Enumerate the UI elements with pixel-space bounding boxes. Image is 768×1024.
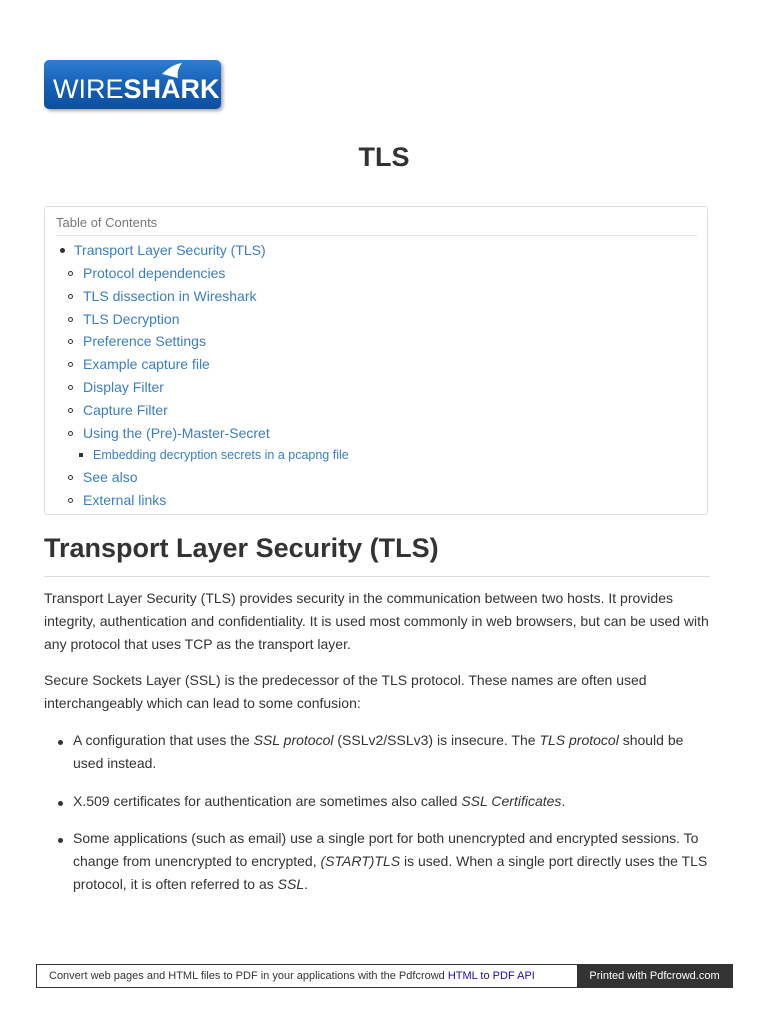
bullet-circle-icon — [68, 362, 73, 367]
intro-paragraph: Transport Layer Security (TLS) provides security in the communication between two hosts. It provides integrity, authentication and confidentiality. It is used most commonly in web browsers, but can be used with any protocol that uses TCP as the transport layer. — [44, 590, 709, 652]
list-item-text: . — [304, 876, 309, 892]
toc-link-preference-settings[interactable]: Preference Settings — [83, 333, 206, 349]
toc-link-transport-layer-security[interactable]: Transport Layer Security (TLS) — [74, 242, 266, 258]
bullet-circle-icon — [68, 431, 73, 436]
printed-with-pdfcrowd[interactable]: Printed with Pdfcrowd.com — [577, 964, 732, 988]
html-to-pdf-api-link[interactable]: HTML to PDF API — [447, 970, 535, 982]
list-item-emphasis: SSL — [277, 876, 305, 892]
bullet-circle-icon — [68, 498, 73, 503]
toc-link-capture-filter[interactable]: Capture Filter — [83, 402, 168, 418]
section-divider — [44, 576, 710, 577]
wireshark-logo[interactable] — [44, 60, 221, 109]
list-item-text: (SSLv2/SSLv3) is insecure. The — [333, 732, 540, 748]
list-item-text: should be used instead. — [73, 732, 684, 771]
bullet-disc-icon — [60, 248, 65, 253]
ssl-paragraph: Secure Sockets Layer (SSL) is the predecessor of the TLS protocol. These names are often used interchangeably which can lead to some confusion: — [44, 672, 647, 711]
logo-text-shark: SHARK — [123, 74, 220, 104]
list-item-text: A configuration that uses the — [73, 732, 254, 748]
bullet-disc-icon — [58, 740, 63, 745]
bullet-circle-icon — [68, 294, 73, 299]
list-item-emphasis: SSL Certificates — [461, 793, 562, 809]
list-item-starttls — [73, 827, 715, 896]
toc-link-protocol-dependencies[interactable]: Protocol dependencies — [83, 265, 226, 281]
toc-title: Table of Contents — [56, 215, 158, 230]
list-item-emphasis: SSL protocol — [253, 732, 334, 748]
footer-text — [49, 965, 535, 987]
footer-caption: Convert web pages and HTML files to PDF in your applications with the Pdfcrowd — [49, 970, 448, 982]
bullet-square-icon — [79, 453, 83, 457]
list-item-ssl-certificates — [73, 790, 715, 813]
bullet-disc-icon — [58, 801, 63, 806]
page-title: TLS — [358, 142, 410, 172]
bullet-circle-icon — [68, 317, 73, 322]
toc-link-embedding-decryption-secrets[interactable]: Embedding decryption secrets in a pcapng file — [93, 448, 349, 462]
toc-divider — [56, 235, 697, 236]
bullet-circle-icon — [68, 475, 73, 480]
bullet-circle-icon — [68, 271, 73, 276]
toc-link-pre-master-secret[interactable]: Using the (Pre)-Master-Secret — [83, 425, 270, 441]
toc-link-external-links[interactable]: External links — [83, 492, 167, 508]
list-item-text: . — [561, 793, 566, 809]
toc-link-display-filter[interactable]: Display Filter — [83, 379, 164, 395]
list-item-text: Some applications (such as email) use a single port for both unencrypted and encrypted sessions. To change from unencrypted to encrypted, — [73, 830, 699, 869]
toc-link-see-also[interactable]: See also — [83, 469, 138, 485]
logo-text-wire: WIRE — [53, 74, 124, 104]
bullet-disc-icon — [58, 838, 63, 843]
list-item-emphasis: (START)TLS — [320, 853, 401, 869]
list-item-ssl-protocol — [73, 729, 715, 775]
bullet-circle-icon — [68, 385, 73, 390]
toc-link-tls-decryption[interactable]: TLS Decryption — [83, 311, 180, 327]
list-item-text: is used. When a single port directly uses the TLS protocol, it is often referred to as — [73, 853, 708, 892]
list-item-text: X.509 certificates for authentication are sometimes also called — [73, 793, 462, 809]
list-item-emphasis: TLS protocol — [539, 732, 619, 748]
toc-link-tls-dissection[interactable]: TLS dissection in Wireshark — [83, 288, 257, 304]
table-of-contents — [44, 206, 708, 515]
toc-link-example-capture-file[interactable]: Example capture file — [83, 356, 210, 372]
pdfcrowd-footer — [36, 964, 733, 988]
bullet-circle-icon — [68, 408, 73, 413]
bullet-circle-icon — [68, 339, 73, 344]
logo-text — [53, 74, 220, 104]
section-heading: Transport Layer Security (TLS) — [44, 533, 439, 563]
